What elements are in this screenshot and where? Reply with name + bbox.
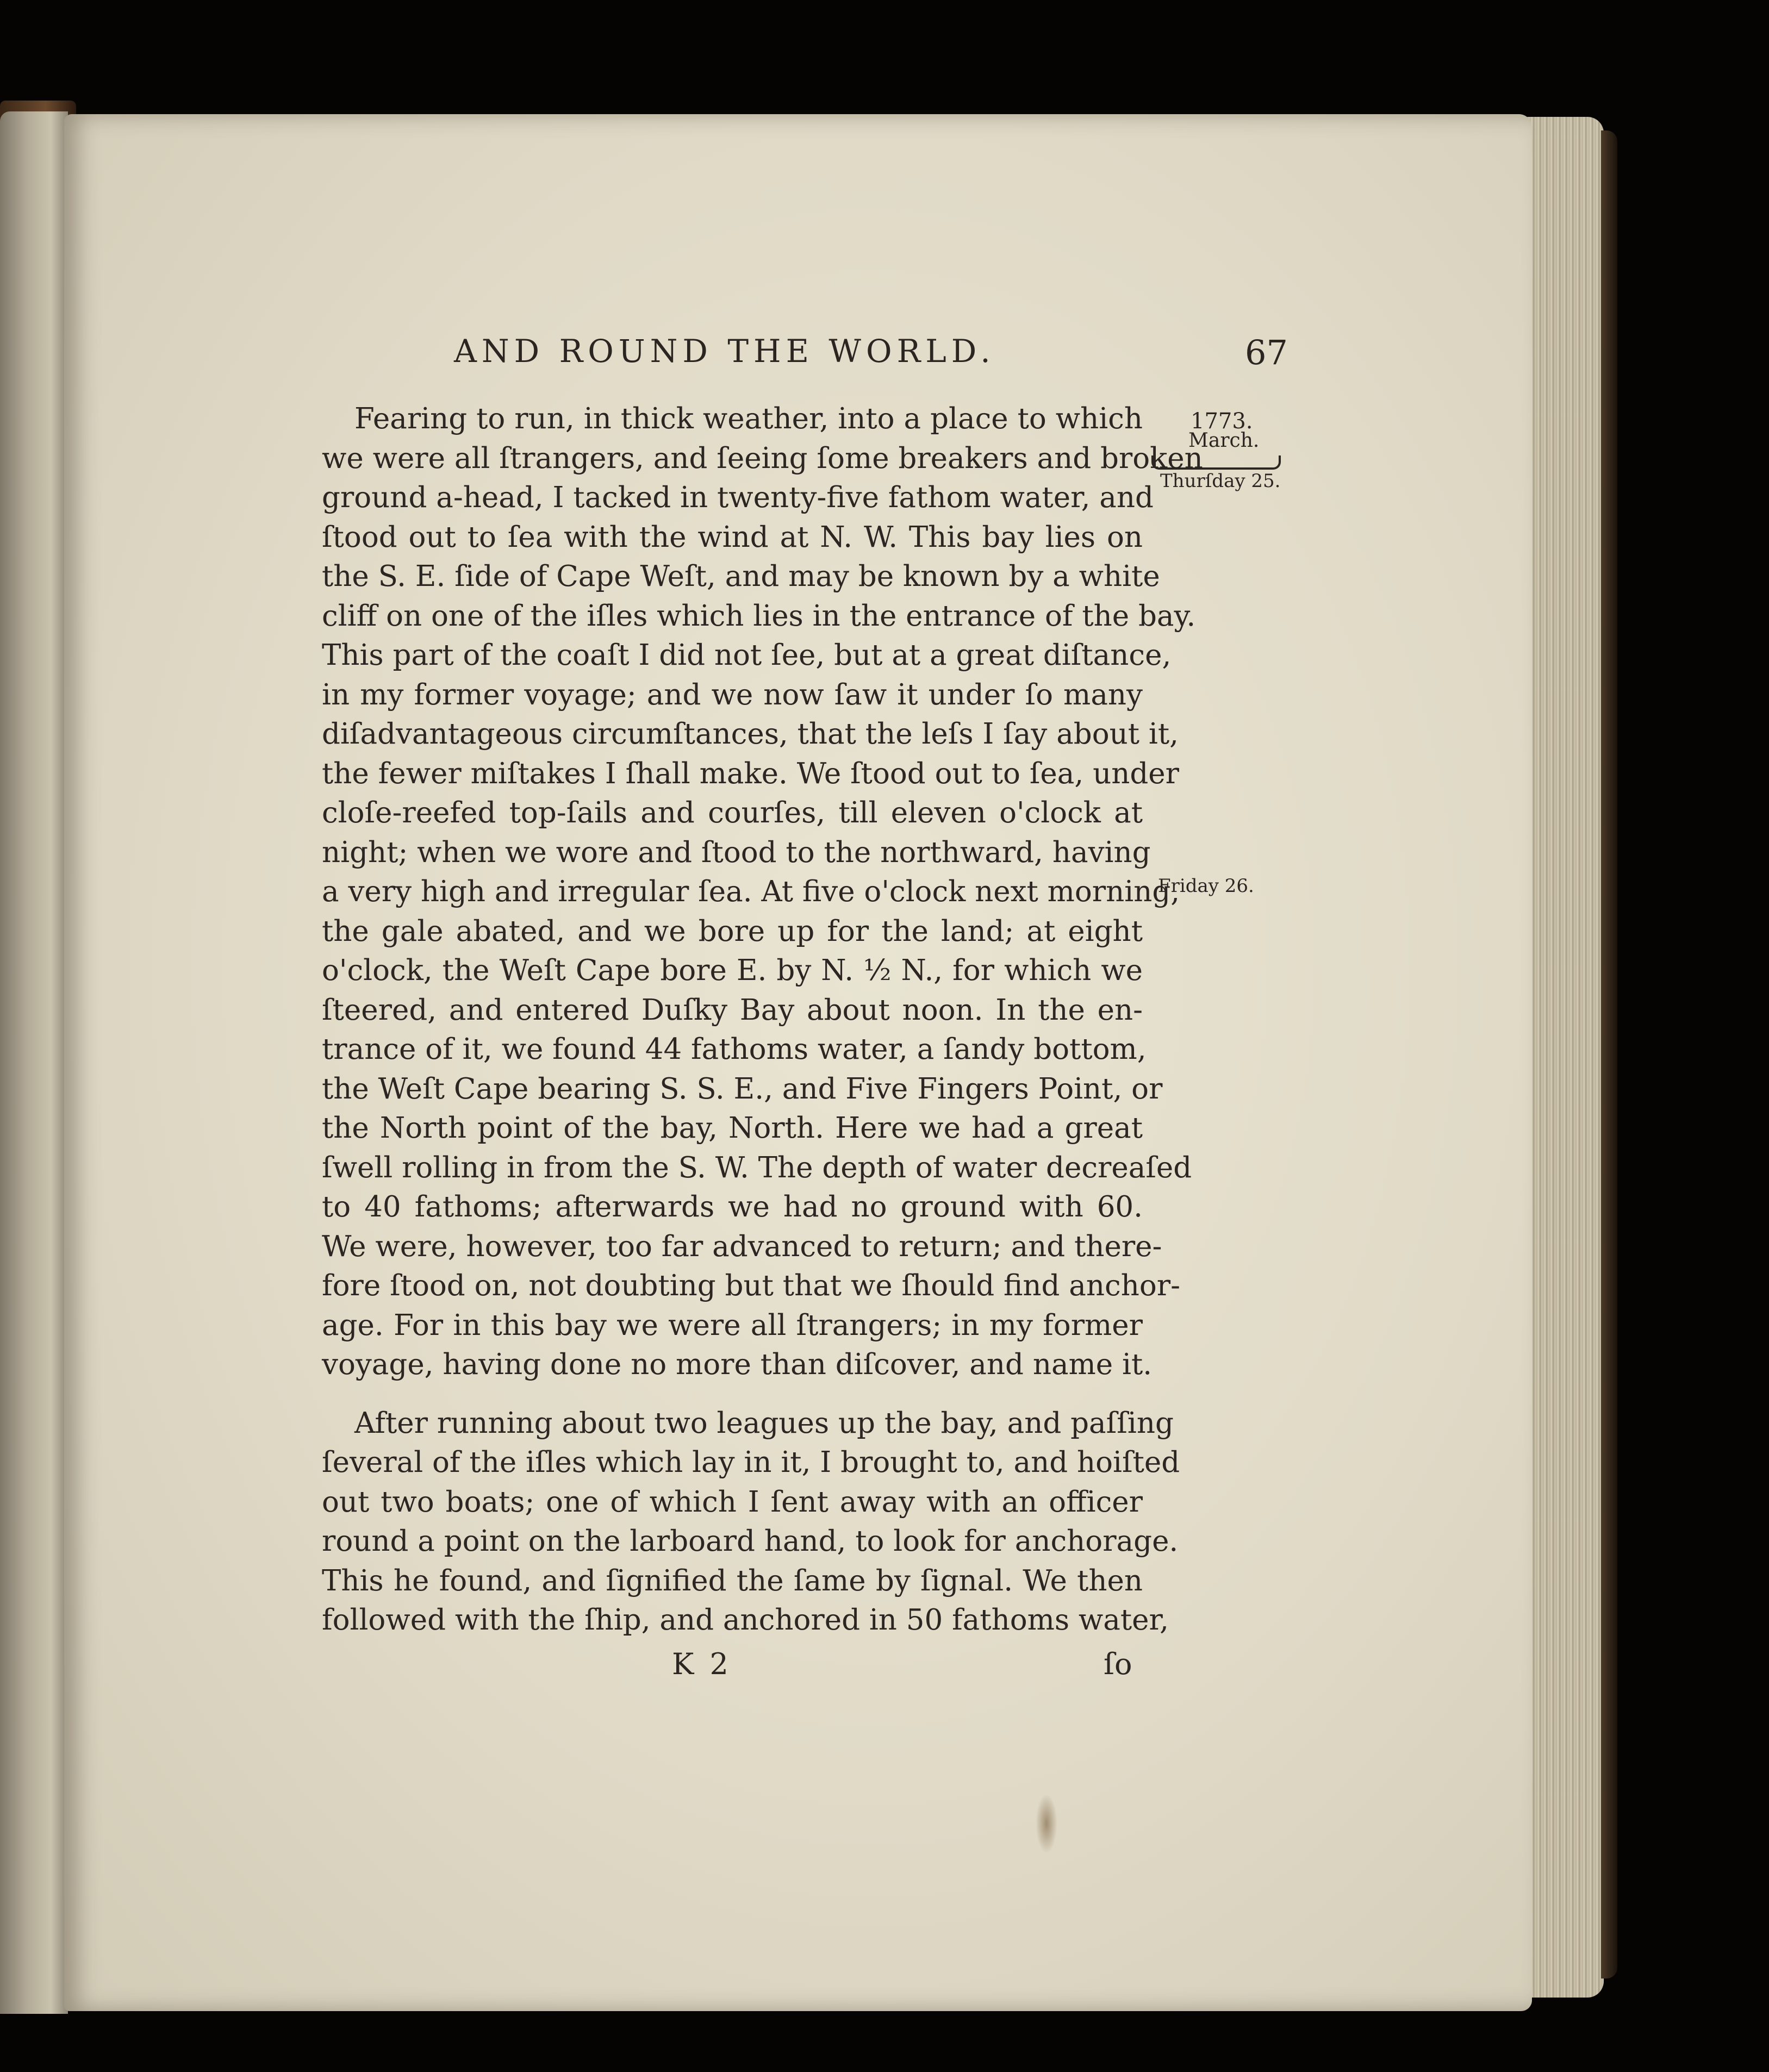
- text-line: round a point on the larboard hand, to look for anchorage.: [322, 1525, 1179, 1558]
- running-head: AND ROUND THE WORLD.: [454, 333, 995, 370]
- text-line: out two boats; one of which I ſent away with an officer: [322, 1485, 1143, 1519]
- text-line: the gale abated, and we bore up for the land; at eight: [322, 914, 1143, 948]
- text-line: to 40 fathoms; afterwards we had no ground with 60.: [322, 1190, 1143, 1224]
- body-text: [322, 400, 1203, 1640]
- paragraph-gap: [322, 1385, 1143, 1404]
- paragraph-1: [322, 400, 1203, 1385]
- margin-month: March.: [1188, 429, 1260, 452]
- text-line: the fewer miſtakes I ſhall make. We ſtood out to ſea, under: [322, 757, 1179, 790]
- text-line: trance of it, we found 44 fathoms water, a ſandy bottom,: [322, 1033, 1147, 1066]
- text-line: in my former voyage; and we now ſaw it under ſo many: [322, 678, 1143, 712]
- text-line: age. For in this bay we were all ſtrangers; in my former: [322, 1308, 1143, 1342]
- text-line: After running about two leagues up the bay, and paſſing: [354, 1406, 1174, 1440]
- text-line: ſtood out to ſea with the wind at N. W. This bay lies on: [322, 520, 1143, 554]
- text-line: the North point of the bay, North. Here we had a great: [322, 1112, 1143, 1145]
- margin-year: 1773.: [1191, 409, 1253, 434]
- page-fore-edge: [1522, 117, 1604, 1998]
- margin-date-friday: Friday 26.: [1158, 875, 1254, 897]
- paragraph-2: [322, 1404, 1180, 1640]
- left-page-strip: [0, 111, 68, 2014]
- margin-date-thursday: Thurſday 25.: [1160, 470, 1281, 492]
- text-line: a very high and irregular ſea. At five o'clock next morning,: [322, 875, 1180, 908]
- text-line: followed with the ſhip, and anchored in 50 fathoms water,: [322, 1603, 1169, 1637]
- text-line: voyage, having done no more than diſcover, and name it.: [322, 1348, 1153, 1381]
- text-line: cliff on one of the iſles which lies in the entrance of the bay.: [322, 599, 1196, 633]
- text-line: the S. E. ſide of Cape Weſt, and may be known by a white: [322, 560, 1160, 593]
- text-line: diſadvantageous circumſtances, that the leſs I ſay about it,: [322, 717, 1179, 751]
- text-line: This part of the coaſt I did not ſee, but at a great diſtance,: [322, 639, 1172, 672]
- signature-mark: K 2: [672, 1647, 732, 1681]
- paper-stain: [1036, 1794, 1057, 1853]
- cover-edge-right: [1601, 130, 1617, 1979]
- page-number: 67: [1245, 333, 1288, 372]
- text-line: night; when we wore and ſtood to the northward, having: [322, 835, 1151, 869]
- catchword: ſo: [1104, 1647, 1132, 1681]
- text-line: fore ſtood on, not doubting but that we ſhould find anchor-: [322, 1269, 1181, 1302]
- text-line: We were, however, too far advanced to return; and there-: [322, 1230, 1162, 1263]
- text-line: ſeveral of the iſles which lay in it, I brought to, and hoiſted: [322, 1446, 1180, 1479]
- text-line: Fearing to run, in thick weather, into a place to which: [354, 402, 1143, 435]
- text-line: cloſe-reefed top-ſails and courſes, till eleven o'clock at: [322, 796, 1143, 829]
- text-line: o'clock, the Weſt Cape bore E. by N. ½ N., for which we: [322, 954, 1143, 987]
- text-line: ſwell rolling in from the S. W. The depth of water decreaſed: [322, 1151, 1192, 1184]
- text-line: ſteered, and entered Duſky Bay about noon. In the en-: [322, 993, 1143, 1027]
- text-line: the Weſt Cape bearing S. S. E., and Five Fingers Point, or: [322, 1072, 1163, 1106]
- text-line: we were all ſtrangers, and ſeeing ſome breakers and broken: [322, 441, 1203, 475]
- text-line: This he found, and ſignified the ſame by ſignal. We then: [322, 1564, 1143, 1597]
- text-line: ground a-head, I tacked in twenty-five fathom water, and: [322, 481, 1154, 514]
